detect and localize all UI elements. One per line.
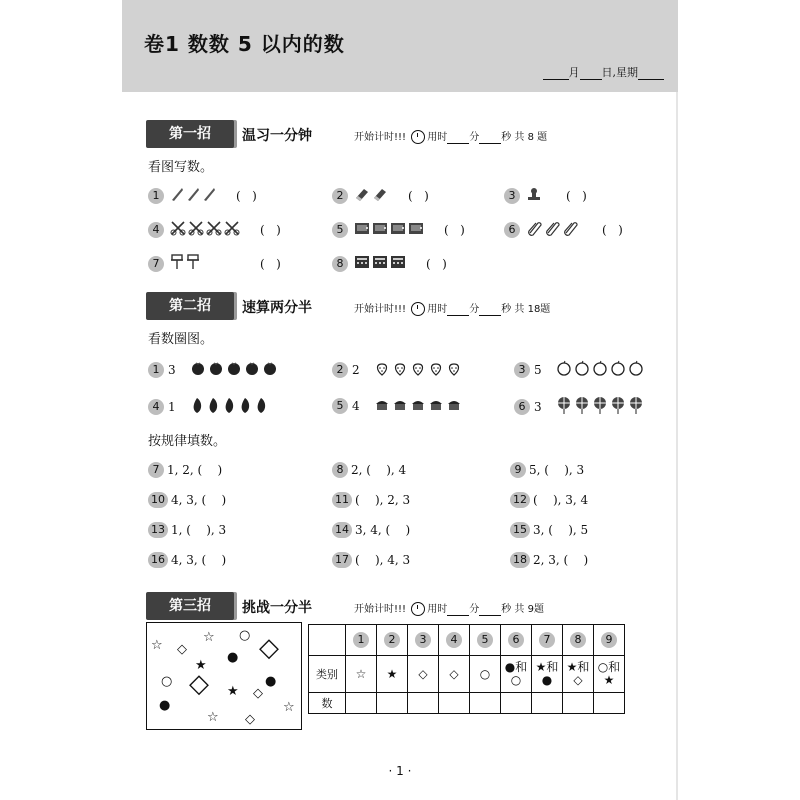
sequence-text[interactable]: 4, 3, ( ) <box>171 553 227 567</box>
category-cell <box>408 656 439 693</box>
answer-blank[interactable]: ( ) <box>426 256 447 271</box>
answer-blank[interactable]: ( ) <box>566 188 587 203</box>
circle-outline-icon: ○ <box>239 628 251 643</box>
look-write-item <box>504 220 623 239</box>
item-number: 7 <box>148 462 164 478</box>
icon-group <box>556 396 644 417</box>
eraser-icon <box>372 186 388 205</box>
item-number: 4 <box>148 399 164 415</box>
row-label-category: 类别 <box>309 656 346 693</box>
eraser-icon <box>354 186 370 205</box>
eggplant-icon[interactable] <box>222 396 236 417</box>
section-name: 温习一分钟 <box>242 128 312 144</box>
count-answer-cell[interactable] <box>408 693 439 714</box>
target-number: 4 <box>352 398 360 413</box>
category-shape: ☆ <box>355 666 367 681</box>
circle-filled-icon: ● <box>265 674 277 689</box>
cake-icon[interactable] <box>446 396 462 415</box>
column-header <box>377 625 408 656</box>
sequence-text[interactable]: 2, 3, ( ) <box>533 553 589 567</box>
answer-blank[interactable]: ( ) <box>260 256 281 271</box>
icon-group <box>556 360 644 379</box>
item-number: 9 <box>601 632 617 648</box>
scissors-knife-icon <box>186 186 200 205</box>
pencil-case-icon <box>408 220 424 239</box>
diamond-outline-icon: ◇ <box>253 686 263 701</box>
item-number: 1 <box>148 188 164 204</box>
item-number: 2 <box>384 632 400 648</box>
item-number: 7 <box>148 256 164 272</box>
calculator-icon <box>390 254 406 273</box>
count-answer-cell[interactable] <box>532 693 563 714</box>
scissors-icon <box>170 220 186 239</box>
eggplant-icon[interactable] <box>206 396 220 417</box>
tomato-icon[interactable] <box>190 360 206 379</box>
item-number: 3 <box>514 362 530 378</box>
pencil-case-icon <box>390 220 406 239</box>
shapes-picture <box>146 622 302 730</box>
pushpin-icon <box>170 254 184 273</box>
category-cell <box>532 656 563 693</box>
eggplant-icon[interactable] <box>190 396 204 417</box>
item-number: 3 <box>415 632 431 648</box>
sequence-text[interactable]: ( ), 2, 3 <box>355 493 411 507</box>
stamp-icon <box>526 186 542 205</box>
lollipop-icon[interactable] <box>574 396 590 417</box>
tomato-icon[interactable] <box>244 360 260 379</box>
category-shape: ◇ <box>573 673 583 687</box>
sequence-item <box>510 552 588 568</box>
tomato-icon[interactable] <box>226 360 242 379</box>
category-cell <box>563 656 594 693</box>
category-cell <box>594 656 625 693</box>
apple-icon[interactable] <box>592 360 608 379</box>
page-header <box>122 0 678 92</box>
category-shape: ★和 <box>566 660 590 674</box>
sequence-text[interactable]: 4, 3, ( ) <box>171 493 227 507</box>
scissors-icon <box>206 220 222 239</box>
item-number: 2 <box>332 188 348 204</box>
item-number: 11 <box>332 492 352 508</box>
lollipop-icon[interactable] <box>556 396 572 417</box>
count-answer-cell[interactable] <box>346 693 377 714</box>
answer-blank[interactable]: ( ) <box>236 188 257 203</box>
look-write-item <box>148 254 281 273</box>
star-outline-icon: ☆ <box>203 630 215 645</box>
item-number: 8 <box>332 256 348 272</box>
count-answer-cell[interactable] <box>563 693 594 714</box>
category-shape: ★ <box>386 666 398 681</box>
instruction: 按规律填数。 <box>148 434 227 449</box>
sequence-text[interactable]: 5, ( ), 3 <box>529 463 585 477</box>
answer-blank[interactable]: ( ) <box>408 188 429 203</box>
strawberry-icon[interactable] <box>446 360 462 379</box>
circle-filled-icon: ● <box>227 650 239 665</box>
category-cell <box>346 656 377 693</box>
sequence-item <box>148 522 226 538</box>
cake-icon[interactable] <box>392 396 408 415</box>
look-write-item <box>332 220 465 239</box>
star-outline-icon: ☆ <box>283 700 295 715</box>
item-number: 7 <box>539 632 555 648</box>
item-number: 15 <box>510 522 530 538</box>
item-number: 12 <box>510 492 530 508</box>
icon-group <box>190 396 268 417</box>
section-timer: 开始计时!!! 用时 分 秒 共 18题 <box>354 304 551 315</box>
item-number: 5 <box>332 222 348 238</box>
apple-icon[interactable] <box>574 360 590 379</box>
sequence-text[interactable]: 3, ( ), 5 <box>533 523 589 537</box>
count-table <box>308 624 625 714</box>
page-title: 卷1 数数 5 以内的数 <box>144 32 345 56</box>
item-number: 10 <box>148 492 168 508</box>
alarm-clock-icon <box>411 130 425 144</box>
apple-icon[interactable] <box>628 360 644 379</box>
answer-blank[interactable]: ( ) <box>260 222 281 237</box>
look-write-item <box>148 220 281 239</box>
column-header <box>532 625 563 656</box>
calculator-icon <box>372 254 388 273</box>
sequence-item <box>332 462 406 478</box>
pencil-case-icon <box>354 220 370 239</box>
sequence-item <box>510 522 588 538</box>
date-line: 月 日,星期 <box>543 64 665 80</box>
section-2-header <box>146 292 666 320</box>
answer-blank[interactable]: ( ) <box>444 222 465 237</box>
icon-group <box>354 220 424 239</box>
instruction: 看数圈图。 <box>148 332 214 347</box>
count-answer-cell[interactable] <box>439 693 470 714</box>
diamond-outline-icon: ◇ <box>259 633 279 663</box>
sequence-item <box>510 462 584 478</box>
category-shape: ★ <box>603 673 615 687</box>
sequence-text[interactable]: ( ), 4, 3 <box>355 553 411 567</box>
circle-item <box>332 360 462 379</box>
section-name: 速算两分半 <box>242 300 312 316</box>
star-outline-icon: ☆ <box>207 710 219 725</box>
tomato-icon[interactable] <box>262 360 278 379</box>
diamond-outline-icon: ◇ <box>189 669 209 699</box>
strawberry-icon[interactable] <box>428 360 444 379</box>
icon-group <box>526 220 578 239</box>
category-shape: ◇ <box>418 666 428 681</box>
diamond-outline-icon: ◇ <box>177 642 187 657</box>
scissors-knife-icon <box>170 186 184 205</box>
cake-icon[interactable] <box>410 396 426 415</box>
lollipop-icon[interactable] <box>610 396 626 417</box>
item-number: 8 <box>570 632 586 648</box>
icon-group <box>374 360 462 379</box>
look-write-item <box>332 254 447 273</box>
category-shape: ★和 <box>535 660 559 674</box>
column-header <box>594 625 625 656</box>
item-number: 4 <box>148 222 164 238</box>
paper-clip-icon <box>562 220 578 239</box>
icon-group <box>170 220 240 239</box>
sequence-item <box>510 492 588 508</box>
cake-icon[interactable] <box>374 396 390 415</box>
circle-item <box>332 396 462 415</box>
circle-item <box>514 396 644 417</box>
count-answer-cell[interactable] <box>377 693 408 714</box>
category-cell <box>377 656 408 693</box>
section-badge: 第二招 <box>146 292 234 320</box>
item-number: 6 <box>508 632 524 648</box>
icon-group <box>190 360 278 379</box>
target-number: 3 <box>534 399 542 414</box>
circle-item <box>148 396 268 417</box>
table-corner <box>309 625 346 656</box>
instruction: 看图写数。 <box>148 160 214 175</box>
lollipop-icon[interactable] <box>592 396 608 417</box>
category-shape: ●和 <box>504 660 528 674</box>
paper-clip-icon <box>526 220 542 239</box>
category-shape: ● <box>541 673 553 687</box>
item-number: 6 <box>504 222 520 238</box>
icon-group <box>354 186 388 205</box>
target-number: 5 <box>534 362 542 377</box>
page-number: · 1 · <box>388 764 412 778</box>
star-outline-icon: ☆ <box>151 638 163 653</box>
cake-icon[interactable] <box>428 396 444 415</box>
apple-icon[interactable] <box>610 360 626 379</box>
pencil-case-icon <box>372 220 388 239</box>
category-cell <box>470 656 501 693</box>
target-number: 1 <box>168 399 176 414</box>
sequence-item <box>332 552 410 568</box>
alarm-clock-icon <box>411 602 425 616</box>
tomato-icon[interactable] <box>208 360 224 379</box>
scissors-icon <box>188 220 204 239</box>
look-write-item <box>332 186 429 205</box>
item-number: 2 <box>332 362 348 378</box>
item-number: 17 <box>332 552 352 568</box>
look-write-item <box>148 186 257 205</box>
category-cell <box>439 656 470 693</box>
section-1-header <box>146 120 666 148</box>
eggplant-icon[interactable] <box>238 396 252 417</box>
worksheet-page <box>122 0 678 800</box>
sequence-item <box>332 522 410 538</box>
category-shape: ○ <box>479 666 491 681</box>
apple-icon[interactable] <box>556 360 572 379</box>
target-number: 2 <box>352 362 360 377</box>
item-number: 5 <box>477 632 493 648</box>
target-number: 3 <box>168 362 176 377</box>
icon-group <box>170 254 200 273</box>
calculator-icon <box>354 254 370 273</box>
sequence-text[interactable]: 1, 2, ( ) <box>167 463 223 477</box>
column-header <box>563 625 594 656</box>
section-timer: 开始计时!!! 用时 分 秒 共 9题 <box>354 604 544 615</box>
item-number: 4 <box>446 632 462 648</box>
sequence-text[interactable]: 2, ( ), 4 <box>351 463 407 477</box>
scissors-icon <box>224 220 240 239</box>
column-header <box>501 625 532 656</box>
icon-group <box>354 254 406 273</box>
eggplant-icon[interactable] <box>254 396 268 417</box>
lollipop-icon[interactable] <box>628 396 644 417</box>
item-number: 14 <box>332 522 352 538</box>
answer-blank[interactable]: ( ) <box>602 222 623 237</box>
section-badge: 第三招 <box>146 592 234 620</box>
column-header <box>346 625 377 656</box>
count-answer-cell[interactable] <box>501 693 532 714</box>
item-number: 18 <box>510 552 530 568</box>
sequence-text[interactable]: ( ), 3, 4 <box>533 493 589 507</box>
item-number: 5 <box>332 398 348 414</box>
star-filled-icon: ★ <box>195 658 207 673</box>
category-shape: ○ <box>510 673 522 687</box>
circle-item <box>514 360 644 379</box>
item-number: 9 <box>510 462 526 478</box>
section-3-header <box>146 592 666 620</box>
column-header <box>408 625 439 656</box>
item-number: 13 <box>148 522 168 538</box>
paper-clip-icon <box>544 220 560 239</box>
category-cell <box>501 656 532 693</box>
item-number: 1 <box>353 632 369 648</box>
section-name: 挑战一分半 <box>242 600 312 616</box>
item-number: 1 <box>148 362 164 378</box>
strawberry-icon[interactable] <box>374 360 390 379</box>
strawberry-icon[interactable] <box>392 360 408 379</box>
count-answer-cell[interactable] <box>594 693 625 714</box>
category-shape: ○和 <box>597 660 621 674</box>
circle-filled-icon: ● <box>159 698 171 713</box>
sequence-item <box>332 492 410 508</box>
star-filled-icon: ★ <box>227 684 239 699</box>
item-number: 8 <box>332 462 348 478</box>
icon-group <box>526 186 542 205</box>
item-number: 3 <box>504 188 520 204</box>
item-number: 6 <box>514 399 530 415</box>
diamond-outline-icon: ◇ <box>245 712 255 727</box>
column-header <box>470 625 501 656</box>
row-label-number: 数 <box>309 693 346 714</box>
section-timer: 开始计时!!! 用时 分 秒 共 8 题 <box>354 132 548 143</box>
circle-outline-icon: ○ <box>161 674 173 689</box>
sequence-item <box>148 462 222 478</box>
category-shape: ◇ <box>449 666 459 681</box>
pushpin-icon <box>186 254 200 273</box>
icon-group <box>170 186 216 205</box>
alarm-clock-icon <box>411 302 425 316</box>
section-badge: 第一招 <box>146 120 234 148</box>
icon-group <box>374 396 462 415</box>
sequence-text[interactable]: 3, 4, ( ) <box>355 523 411 537</box>
column-header <box>439 625 470 656</box>
count-answer-cell[interactable] <box>470 693 501 714</box>
circle-item <box>148 360 278 379</box>
sequence-item <box>148 492 226 508</box>
sequence-text[interactable]: 1, ( ), 3 <box>171 523 227 537</box>
strawberry-icon[interactable] <box>410 360 426 379</box>
sequence-item <box>148 552 226 568</box>
item-number: 16 <box>148 552 168 568</box>
look-write-item <box>504 186 587 205</box>
scissors-knife-icon <box>202 186 216 205</box>
